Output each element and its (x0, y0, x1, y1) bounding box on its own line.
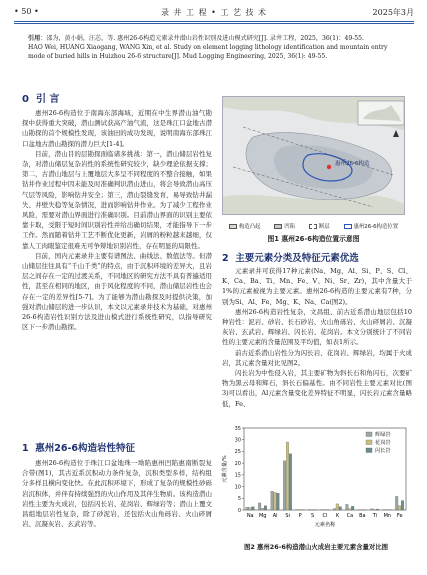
x-tick-label-K: K (335, 513, 340, 519)
section2-paragraph-1: 元素录井可获得17种元素(Na、Mg、Al、Si、P、S、Cl、K、Ca、Ba、Ti、Mn、Fe、V、Ni、Sr、Zr)，其中含量大于1%的元素被视为主要元素。惠州26-6构造的主要元素有7种，分别为Si、Al、Fe、Mg、K、Na、Ca(图2)。 (222, 267, 412, 306)
bar-辉绿岩-Fe (395, 496, 398, 510)
x-axis-label: 元素名称 (314, 522, 336, 528)
y-tick-label-5: 25 (234, 449, 241, 456)
y-tick-label-7: 35 (234, 425, 241, 432)
legend-swatch-闪长岩 (366, 448, 372, 453)
bar-辉绿岩-Si (283, 461, 286, 510)
bar-辉绿岩-Na (246, 507, 249, 510)
section2-title: 主要元素分类及特征元素优选 (235, 253, 359, 264)
section1-heading (22, 440, 135, 454)
bar-花岗岩-Mg (261, 508, 264, 510)
bar-辉绿岩-Ti (370, 509, 373, 510)
x-tick-label-Ti: Ti (372, 513, 377, 519)
citation-en-1: HAO Wei, HUANG Xiaogang, WANG Xin, et al. Study on element logging lithology identification and mountain entry (28, 44, 388, 51)
x-tick-label-Mg: Mg (258, 513, 267, 519)
section1-paragraph-1: 惠州26-6构造位于珠江口盆地珠一坳陷惠州凹陷惠南断裂复合带(图1)，其古近系沉积动力条件复杂，沉积类型多样，结构组分多样且横向变化快。在此沉积环境下，形成了复杂的规模性砂砾岩沉积体，并伴有持续强烈的火山作用及其伴生物质。该构造潜山岩性主要为火成岩，包括闪长岩、花岗岩、辉绿岩等；潜山上覆文昌组地层岩性复杂，除了砂泥岩，还包括火山角砾岩、火山碎屑岩、沉凝灰岩、玄武岩等。 (22, 459, 212, 529)
journal-name: 录 井 工 程 • 工 艺 技 术 (160, 8, 268, 17)
legend-label-花岗岩: 花岗岩 (375, 440, 391, 446)
intro-body (22, 108, 212, 436)
bar-闪长岩-Si (289, 454, 292, 510)
y-tick-label-0: 0 (237, 507, 241, 514)
figure1-caption: 图1 惠州26-6构造位置示意图 (267, 235, 360, 243)
bar-辉绿岩-Al (271, 491, 274, 510)
y-tick-label-2: 10 (234, 484, 241, 491)
bar-花岗岩-Na (249, 508, 252, 510)
page-number: • 50 • (14, 7, 39, 16)
citation-block (28, 34, 412, 61)
x-tick-label-P: P (298, 513, 302, 519)
x-tick-label-Ca: Ca (346, 513, 354, 519)
y-tick-label-1: 5 (237, 496, 241, 503)
citation-label: 引用 (28, 35, 41, 42)
bar-闪长岩-Ti (376, 509, 379, 510)
legend-sag-label: 凹陷 (284, 224, 296, 230)
running-header (14, 6, 414, 20)
citation-cn: ：邵为，黄小娟，汪芯，等. 惠州26-6构造元素录井潜山岩性识别及进山模式研究[J]. 录井工程，2025，36(1)：49-55. (40, 35, 364, 42)
map-legend (222, 221, 405, 231)
legend-swatch-花岗岩 (366, 440, 372, 445)
section1-num: 1 (22, 443, 29, 454)
bar-闪长岩-Ca (351, 506, 354, 510)
y-tick-label-6: 30 (234, 437, 241, 444)
location-map (222, 96, 405, 215)
intro-paragraph-2: 目前，潜山目的层勘探面临诸多挑战：第一，潜山储层岩性复杂，对潜山储层复杂岩性的系统性研究较少，缺少理论依据支撑；第二，古潜山地层与上覆地层大多呈不同程度的不整合接触，如果钻井作业过程中因未能及时准确判识潜山进山，将会导致潜山高压气层等风险，影响钻井安全；第三，潜山裂缝发育，易导致钻井漏失、井壁失稳等复杂情况，进而影响钻井作业。为了减少工程作业风险，需要对潜山界面进行准确识别。目前潜山界面的识别主要依靠卡取，受限于短时间识别岩性并给出确切结果，才能指导下一步工作。然而随着钻井工艺不断优化更新，岩屑的粉粒越来越细，仅靠人工肉眼鉴定很难无可争辩地识别岩性，存在明显的局限性。 (22, 149, 212, 250)
legend-fault-label: 断层 (318, 224, 330, 230)
section2-paragraph-2: 惠州26-6构造岩性复杂，文昌组、前古近系潜山地层包括10种岩性：泥岩、砂岩、长石砂岩、火山角砾岩、火山碎屑岩、沉凝灰岩、玄武岩、辉绿岩、闪长岩、花岗岩。本文分别统计了不同岩性的主要元素的含量范围及平均值，如表1所示。 (222, 307, 412, 347)
x-tick-label-Ba: Ba (359, 513, 366, 519)
section2-body (222, 266, 412, 420)
legend-swatch-辉绿岩 (366, 432, 372, 437)
y-axis-label: 元素含量/% (222, 455, 228, 483)
bar-闪长岩-Fe (401, 501, 404, 510)
map-target-marker (327, 165, 331, 169)
legend-uplift (229, 222, 261, 230)
issue-date: 2025年3月 (372, 8, 414, 17)
section2-paragraph-3: 前古近系潜山岩性分为闪长岩、花岗岩、辉绿岩，均属于火成岩，其元素含量对比见图2。 (222, 348, 412, 367)
y-tick-label-3: 15 (234, 472, 241, 479)
x-tick-label-S: S (310, 513, 315, 519)
header-rule (14, 21, 414, 22)
section2-paragraph-4: 闪长岩为中性侵入岩，其主要矿物为斜长石和角闪石，次要矿物为黑云母和辉石，斜长石偏基性。由不同岩性主要元素对比(图3)可以看出，Al元素含量变化差异特征不明显，闪长岩元素含量略低，Fe、 (222, 369, 412, 408)
x-tick-label-Cl: Cl (322, 513, 328, 519)
intro-paragraph-3: 目前，国内元素录井主要有谱图法、曲线法、数值法等。但潜山储层往往具有“千山千类”的特点，由于沉积环境的差异大，且岩层之间存在一定的过渡关系，不同地区的研究方法不具有普遍适用性，甚至在相同的地区，由于风化程度的不同，潜山储层岩性也会存在一定的差异性[5-7]。为了能够为潜山勘探及时提供决策，加强对潜山储层的进一步认识，本文以元素录井技术为基础，对惠州26-6构造岩性识别方法及进山模式进行系统性研究，以指导研究区下一步潜山勘探。 (22, 251, 212, 332)
figure2-chart (220, 422, 410, 530)
bar-辉绿岩-Mg (258, 503, 261, 510)
intro-heading (22, 90, 59, 105)
intro-title: 引 言 (35, 94, 60, 105)
section1-title: 惠州26-6构造岩性特征 (35, 443, 136, 454)
x-tick-label-Na: Na (246, 513, 254, 519)
x-tick-label-Fe: Fe (396, 513, 403, 519)
legend-sag (274, 222, 295, 230)
bar-花岗岩-Al (274, 492, 277, 510)
legend-target (344, 222, 399, 230)
citation-en-2: mode of buried hills in Huizhou 26-6 structure[J]. Mud Logging Engineering, 2025, 36(1): 49-55. (28, 53, 328, 60)
bar-闪长岩-Na (252, 507, 255, 510)
bar-闪长岩-K (339, 507, 342, 510)
figure2-caption: 图2 惠州26-6构造潜山火成岩主要元素含量对比图 (243, 543, 389, 551)
legend-label-闪长岩: 闪长岩 (375, 448, 391, 454)
bar-辉绿岩-Ca (346, 504, 349, 510)
bar-花岗岩-Ca (348, 509, 351, 510)
y-tick-label-4: 20 (234, 460, 241, 467)
element-bar-chart (220, 422, 410, 530)
bar-花岗岩-Fe (398, 506, 401, 510)
legend-target-label: 惠州26-6构造位置 (353, 224, 399, 230)
x-tick-label-Al: Al (272, 513, 278, 519)
bar-花岗岩-K (336, 504, 339, 510)
x-tick-label-Si: Si (285, 513, 290, 519)
x-tick-label-Mn: Mn (383, 513, 392, 519)
bar-闪长岩-Al (277, 493, 280, 510)
section2-num: 2 (222, 253, 229, 264)
bar-闪长岩-Mg (264, 506, 267, 510)
map-drawing (223, 97, 405, 215)
intro-paragraph-1: 惠州26-6构造位于南海东部海域，近期在中生界潜山油气勘探中获得重大突破，潜山测试获高产油气流，这是珠江口盆地古潜山勘探的首个规模性发现，该油田的成功发现，说明南海东部珠江口盆地古潜山勘探的潜力巨大[1-4]。 (22, 109, 212, 148)
header-rule-thin (14, 23, 414, 24)
section2-heading (222, 250, 359, 264)
legend-uplift-label: 构造凸起 (238, 224, 261, 230)
legend-fault (309, 222, 330, 230)
map-target-label: 惠州26-6构造 (335, 161, 370, 167)
legend-label-辉绿岩: 辉绿岩 (375, 432, 391, 438)
bar-辉绿岩-K (333, 509, 336, 510)
bar-花岗岩-Si (286, 442, 289, 510)
section1-body (22, 458, 212, 570)
intro-num: 0 (22, 94, 29, 105)
